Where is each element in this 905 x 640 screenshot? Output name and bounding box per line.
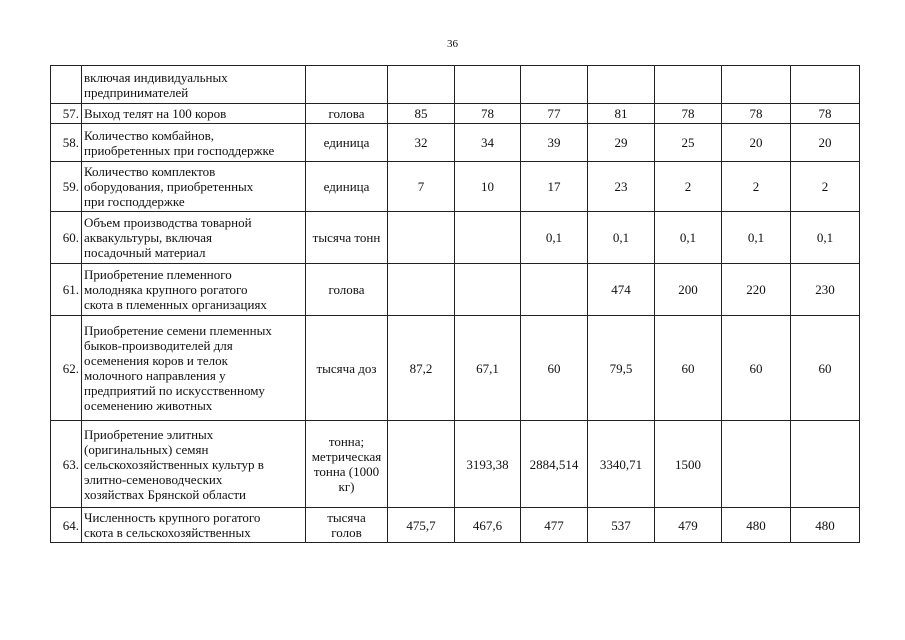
- indicator-name: [82, 316, 306, 421]
- value-cell: 0,1: [722, 212, 791, 264]
- value-cell: 2: [722, 162, 791, 212]
- value-cell: 230: [791, 264, 860, 316]
- value-cell: 2: [655, 162, 722, 212]
- indicator-name-line: Количество комплектов: [84, 164, 216, 179]
- row-number: 62.: [51, 316, 82, 421]
- indicator-name: [82, 264, 306, 316]
- value-cell: 25: [655, 124, 722, 162]
- value-cell: 1500: [655, 421, 722, 508]
- table-row: [51, 104, 860, 124]
- table-row: [51, 316, 860, 421]
- value-cell: 87,2: [388, 316, 455, 421]
- unit-line: тысяча: [327, 510, 366, 525]
- indicator-name-line: осеменения коров и телок: [84, 353, 228, 368]
- unit-of-measure: [306, 104, 388, 124]
- indicator-name-line: Объем производства товарной: [84, 215, 252, 230]
- row-number: 58.: [51, 124, 82, 162]
- row-number: [51, 66, 82, 104]
- value-cell: 2: [791, 162, 860, 212]
- indicator-name: [82, 421, 306, 508]
- indicator-name: [82, 124, 306, 162]
- value-cell: 60: [655, 316, 722, 421]
- value-cell: 78: [455, 104, 521, 124]
- value-cell: 79,5: [588, 316, 655, 421]
- unit-of-measure: [306, 264, 388, 316]
- row-number: 64.: [51, 508, 82, 543]
- unit-line: голова: [328, 106, 365, 121]
- value-cell: [455, 264, 521, 316]
- value-cell: 220: [722, 264, 791, 316]
- unit-line: тонна (1000: [313, 464, 380, 479]
- table-row: [51, 264, 860, 316]
- indicator-name-line: аквакультуры, включая: [84, 230, 212, 245]
- unit-line: тысяча доз: [316, 360, 377, 376]
- value-cell: [655, 66, 722, 104]
- value-cell: 20: [722, 124, 791, 162]
- value-cell: 60: [722, 316, 791, 421]
- unit-line: метрическая: [311, 449, 382, 464]
- indicator-name-line: молочного направления у: [84, 368, 226, 383]
- indicator-name-line: Количество комбайнов,: [84, 127, 214, 143]
- indicator-name-line: приобретенных при господдержке: [84, 142, 275, 158]
- value-cell: [521, 66, 588, 104]
- table-row: [51, 66, 860, 104]
- value-cell: 20: [791, 124, 860, 162]
- indicator-name-line: хозяйствах Брянской области: [84, 486, 247, 502]
- value-cell: 85: [388, 104, 455, 124]
- value-cell: 77: [521, 104, 588, 124]
- value-cell: [791, 421, 860, 508]
- value-cell: [722, 66, 791, 104]
- value-cell: [388, 66, 455, 104]
- indicator-name-line: осеменению животных: [84, 398, 213, 413]
- indicators-table: [50, 65, 860, 543]
- indicator-name-line: элитно-семеноводческих: [84, 471, 223, 487]
- value-cell: [455, 66, 521, 104]
- value-cell: 0,1: [791, 212, 860, 264]
- unit-line: кг): [338, 479, 355, 494]
- value-cell: 467,6: [455, 508, 521, 543]
- value-cell: 39: [521, 124, 588, 162]
- indicator-name-line: оборудования, приобретенных: [84, 179, 254, 194]
- indicator-name-line: при господдержке: [84, 194, 185, 209]
- value-cell: 23: [588, 162, 655, 212]
- row-number: 63.: [51, 421, 82, 508]
- row-number: 61.: [51, 264, 82, 316]
- indicator-name-line: включая индивидуальных: [84, 69, 228, 85]
- unit-of-measure: [306, 316, 388, 421]
- value-cell: [722, 421, 791, 508]
- indicator-name: [82, 162, 306, 212]
- unit-line: голова: [328, 282, 365, 297]
- value-cell: 0,1: [521, 212, 588, 264]
- value-cell: 10: [455, 162, 521, 212]
- value-cell: [455, 212, 521, 264]
- indicator-name-line: Приобретение элитных: [84, 426, 214, 442]
- value-cell: 200: [655, 264, 722, 316]
- unit-line: тонна;: [328, 434, 365, 449]
- indicator-name-line: Выход телят на 100 коров: [84, 106, 227, 121]
- value-cell: 480: [791, 508, 860, 543]
- table-row: [51, 421, 860, 508]
- value-cell: 477: [521, 508, 588, 543]
- value-cell: 78: [655, 104, 722, 124]
- row-number: 60.: [51, 212, 82, 264]
- unit-of-measure: [306, 508, 388, 543]
- indicator-name-line: Приобретение семени племенных: [84, 323, 272, 338]
- unit-line: единица: [323, 135, 370, 150]
- table-row: [51, 124, 860, 162]
- value-cell: 0,1: [655, 212, 722, 264]
- table-row: [51, 162, 860, 212]
- value-cell: 475,7: [388, 508, 455, 543]
- indicator-name-line: предприятий по искусственному: [84, 383, 265, 398]
- row-number: 57.: [51, 104, 82, 124]
- value-cell: 81: [588, 104, 655, 124]
- value-cell: [791, 66, 860, 104]
- indicator-name: [82, 66, 306, 104]
- value-cell: 479: [655, 508, 722, 543]
- value-cell: 78: [722, 104, 791, 124]
- value-cell: 480: [722, 508, 791, 543]
- table-row: [51, 508, 860, 543]
- unit-line: единица: [323, 179, 370, 194]
- value-cell: 474: [588, 264, 655, 316]
- indicator-name-line: молодняка крупного рогатого: [84, 282, 248, 297]
- unit-of-measure: [306, 124, 388, 162]
- unit-of-measure: [306, 66, 388, 104]
- unit-line: тысяча тонн: [312, 230, 381, 245]
- indicator-name-line: сельскохозяйственных культур в: [84, 456, 264, 472]
- value-cell: 60: [521, 316, 588, 421]
- indicator-name: [82, 104, 306, 124]
- value-cell: 3340,71: [588, 421, 655, 508]
- value-cell: 67,1: [455, 316, 521, 421]
- unit-of-measure: [306, 162, 388, 212]
- indicator-name-line: предпринимателей: [84, 84, 189, 100]
- value-cell: 32: [388, 124, 455, 162]
- table-row: [51, 212, 860, 264]
- indicator-name: [82, 212, 306, 264]
- page-number: 36: [447, 38, 458, 50]
- row-number: 59.: [51, 162, 82, 212]
- unit-line: голов: [331, 525, 362, 540]
- value-cell: [521, 264, 588, 316]
- value-cell: 537: [588, 508, 655, 543]
- value-cell: [388, 264, 455, 316]
- indicator-name-line: посадочный материал: [84, 245, 206, 260]
- value-cell: 2884,514: [521, 421, 588, 508]
- indicator-name-line: скота в сельскохозяйственных: [84, 525, 251, 540]
- value-cell: [388, 212, 455, 264]
- value-cell: 78: [791, 104, 860, 124]
- value-cell: 0,1: [588, 212, 655, 264]
- value-cell: 29: [588, 124, 655, 162]
- value-cell: 17: [521, 162, 588, 212]
- indicator-name-line: Приобретение племенного: [84, 267, 232, 282]
- indicator-name-line: быков-производителей для: [84, 338, 233, 353]
- indicator-name-line: (оригинальных) семян: [84, 441, 209, 457]
- value-cell: 3193,38: [455, 421, 521, 508]
- indicator-name: [82, 508, 306, 543]
- value-cell: 7: [388, 162, 455, 212]
- unit-of-measure: [306, 212, 388, 264]
- indicator-name-line: Численность крупного рогатого: [84, 510, 261, 525]
- indicator-name-line: скота в племенных организациях: [84, 297, 267, 312]
- value-cell: 60: [791, 316, 860, 421]
- unit-of-measure: [306, 421, 388, 508]
- value-cell: 34: [455, 124, 521, 162]
- value-cell: [588, 66, 655, 104]
- value-cell: [388, 421, 455, 508]
